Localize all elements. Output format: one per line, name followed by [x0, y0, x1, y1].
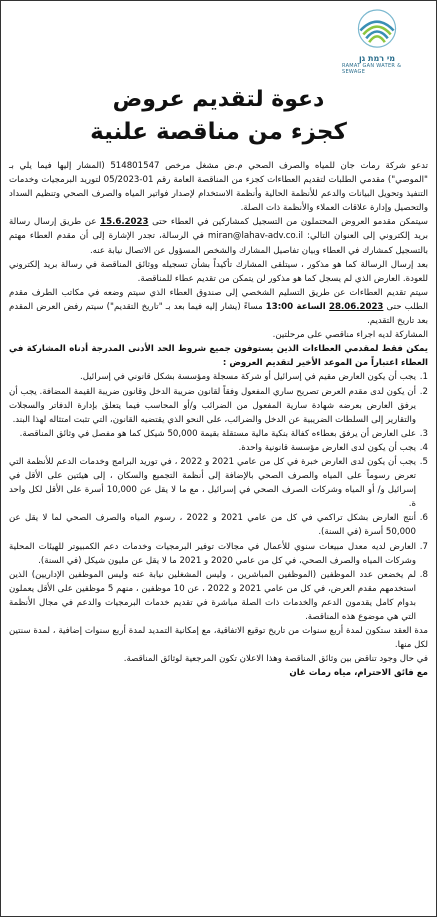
registration-text-before: سيتمكن مقدمو العروض المحتملون من التسجيل كمشاركين في العطاء حتى — [148, 217, 428, 228]
condition-text: لم يخضعن عدد الموظفين (الموظفين المباشرين ، وليس المشغلين نيابة عنه وليس الموظفين الإداريين) الذين استخدمهم مقدم العرض، في كل من عامي 2021 و 2022 ، عن 10 موظفين ، منهم 5 موظفين على الأقل يعملون بدوام كامل يقدمون الدعم والخدمات ذات الصلة مباشرة في تقديم خدمات البرمجيات والدعم في مجال الأنظمة التي هي موضوع هذه المناقصة. — [9, 569, 417, 622]
conditions-list — [9, 370, 428, 624]
condition-number: 8. — [419, 569, 428, 580]
signature: مع فائق الاحترام، مياه رمات غان — [289, 668, 428, 679]
condition-text: على العارض أن يرفق بعطاءه كفالة بنكية مالية مستقلة بقيمة 50,000 شيكل كما هو مفصل في وثائق المناقصة. — [19, 428, 416, 439]
condition-text: أنتج العارض بشكل تراكمي في كل من عامي 2021 و 2022 ، رسوم المياه والصرف الصحي لما لا يقل عن 50,000 أسرة (في السنة). — [9, 513, 416, 538]
condition-text: يجب أن يكون العارض مقيم في إسرائيل أو شركة مسجلة ومؤسسة بشكل قانوني في إسرائيل. — [79, 372, 416, 383]
condition-item — [9, 455, 428, 511]
registration-paragraph — [9, 215, 428, 257]
title-line-2: كجزء من مناقصة علنية — [90, 119, 347, 145]
condition-number: 6. — [419, 513, 428, 524]
conditions-heading: يمكن فقط لمقدمي العطاءات الذين يستوفون جميع شروط الحد الأدنى المدرجة أدناه المشاركة في العطاء اعتباراً من الموعد الأخير لتقديم العروض : — [9, 344, 428, 369]
condition-number: 2. — [419, 386, 428, 397]
water-logo-icon — [350, 9, 404, 52]
intro-paragraph: تدعو شركة رمات جان للمياه والصرف الصحي م.ض مشغل مرخص 514801547 (المشار إليها فيما يلي بـ "الموصي") مقدمي الطلبات لتقديم العطاءات كجزء من المناقصة العامة رقم 01-05/2023 لتوريد البرمجيات وخدمات التنفيذ وتحويل البيانات والدعم للأنظمة الحالية وأنظمة الاستخدام لإصدار فواتير المياه والصرف الصحي وتنظيم السداد والتحصيل وإدارة علاقات العملاء والأنظمة ذات الصلة. — [9, 161, 428, 214]
deadline-text-before: سيتم تقديم العطاءات عن طريق التسليم الشخصي إلى صندوق العطاء الذي سيتم وضعه في مكاتب الطرف مقدم الطلب حتى — [9, 287, 428, 312]
condition-text: يجب أن يكون لدى العارض خبرة في كل من عامي 2021 و 2022 ، في توريد البرامج وخدمات الدعم للأنظمة التي تعرض رسوماً على المياه والصرف الصحي بالإضافة إلى أنظمة التجميع والسكان ، إلى هيئتين على الأقل في إسرائيل و/ أو المياه وشركات الصرف الصحي في إسرائيل ، مع ما لا يقل عن 10,000 أسرة على الأقل لكل واحد ة. — [9, 456, 416, 510]
condition-item — [9, 370, 428, 384]
condition-text: العارض لديه معدل مبيعات سنوي للأعمال في مجالات توفير البرمجيات وخدمات دعم الكمبيوتر للهيئات المحلية وشركات المياه والصرف الصحي، في كل من عامي 2020 و 2021 ما لا يقل عن مليون شيكل (في السنة). — [9, 541, 416, 566]
title-line-1: دعوة لتقديم عروض — [112, 87, 325, 112]
two-stage-paragraph: المشاركة لديه اجراء مناقصي على مرحلتين. — [272, 330, 428, 341]
condition-number: 1. — [419, 372, 428, 383]
condition-number: 3. — [419, 428, 428, 439]
condition-item — [9, 427, 428, 441]
condition-number: 5. — [419, 456, 428, 467]
condition-number: 4. — [419, 442, 428, 453]
duration-paragraph: مدة العقد ستكون لمدة أربع سنوات من تاريخ توقيع الاتفاقية، مع إمكانية التمديد لمدة أربع سنوات إضافية ، لمدة سنتين لكل منها. — [9, 626, 428, 651]
deadline-text-after: مساءً (يشار إليه فيما بعد بـ "تاريخ التقديم") سيتم رفض العرض المقدم بعد تاريخ التقديم. — [9, 301, 428, 327]
registration-text-after: عن طريق إرسال رسالة بريد إلكتروني إلى العنوان التالي: miran@lahav-adv.co.il في الرسالة، تجدر الإشارة إلى أن مقدم العطاء مهتم بالتسجيل كمشارك في العطاء وبيان تفاصيل المشارك والشخص المسؤول عن الاتصال نيابة عنه. — [9, 217, 428, 256]
notice-body — [9, 159, 428, 680]
registration-date: 15.6.2023 — [100, 217, 149, 228]
deadline-time: الساعة 13:00 — [265, 301, 330, 312]
deadline-paragraph — [9, 286, 428, 328]
condition-number: 7. — [419, 541, 428, 552]
condition-item — [9, 511, 428, 539]
condition-item — [9, 385, 428, 427]
deadline-date: 28.06.2023 — [329, 301, 384, 312]
logo-english-name: RAMAT GAN WATER & SEWAGE — [342, 63, 402, 75]
company-logo — [342, 9, 412, 75]
condition-item — [9, 441, 428, 455]
condition-item — [9, 568, 428, 624]
confirmation-paragraph: بعد إرسال الرسالة كما هو مذكور ، سيتلقى المشارك تأكيداً بشأن تسجيله ووثائق المناقصة في رسالة بريد إلكتروني للعودة. العارض الذي لم يسجل كما هو مذكور لن يتمكن من تقديم عطاء للمناقصة. — [9, 259, 428, 284]
condition-text: يجب أن يكون لدى العارض مؤسسة قانونية واحدة. — [238, 442, 416, 453]
condition-text: أن يكون لدى مقدم العرض تصريح ساري المفعول وفقاً لقانون ضريبة الدخل وقانون ضريبة القيمة المضافة. يجب أن يرفق العارض بعرضه شهادة سارية المفعول من الضرائب و/أو المحاسب فيما يتعلق بإدارة الدفاتر والسجلات والتقارير إلى السلطات الضريبية عن الدخل والضرائب، على النحو الذي يقتضيه القانون، التي تثبت امتثاله لهذا البند. — [9, 386, 416, 425]
logo-hebrew-name: מי רמת גן — [358, 54, 396, 63]
conflict-paragraph: في حال وجود تناقض بين وثائق المناقصة وهذا الاعلان تكون المرجعية لوثائق المناقصة. — [123, 654, 428, 665]
condition-item — [9, 540, 428, 568]
